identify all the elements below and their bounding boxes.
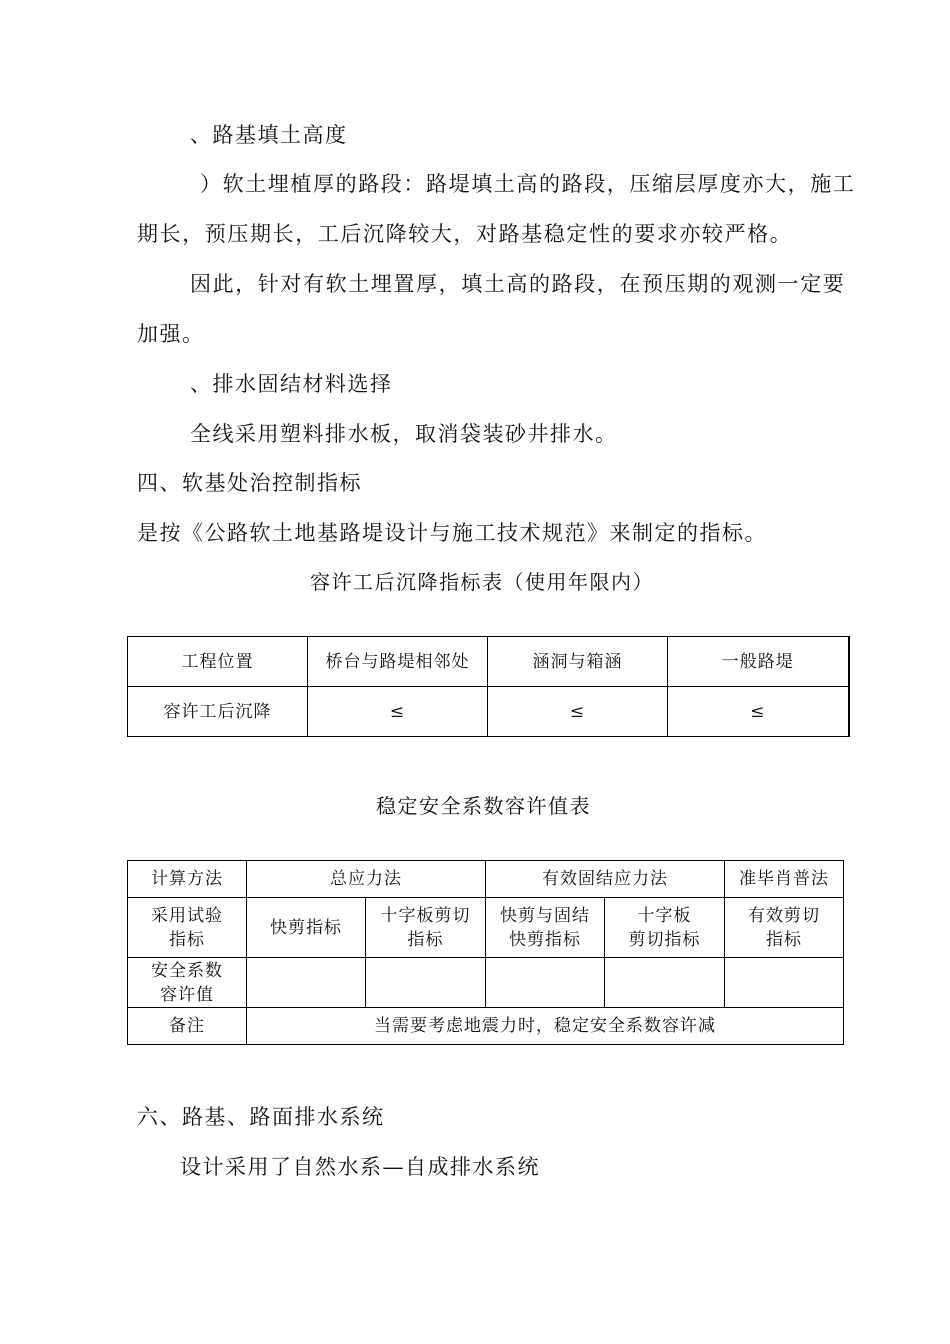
table1-caption: 容许工后沉降指标表（使用年限内） — [310, 570, 654, 594]
cell-line: 容许值 — [160, 984, 214, 1005]
cell-line: 十字板剪切 — [380, 905, 471, 926]
table1-cell: ≤ — [668, 687, 849, 737]
cell-line: 剪切指标 — [628, 929, 701, 950]
table2-cell-remark: 当需要考虑地震力时，稳定安全系数容许减 — [247, 1008, 844, 1045]
cell-line: 安全系数 — [151, 960, 223, 981]
paragraph-therefore: 因此，针对有软土埋置厚，填土高的路段，在预压期的观测一定要 — [190, 272, 846, 296]
table1-header-cell: 工程位置 — [128, 637, 308, 687]
table-row — [128, 898, 844, 958]
table2-cell-total-stress: 总应力法 — [247, 861, 486, 898]
paragraph-drainage-system: 设计采用了自然水系—自成排水系统 — [180, 1155, 540, 1179]
paragraph-soft-soil-thick: ）软土埋植厚的路段：路堤填土高的路段，压缩层厚度亦大，施工 — [200, 172, 856, 196]
table2-cell-remark-label: 备注 — [128, 1008, 247, 1045]
paragraph-drainage-board: 全线采用塑料排水板，取消袋装砂井排水。 — [190, 422, 618, 446]
cell-line: 快剪与固结 — [500, 905, 590, 926]
table2-cell — [605, 898, 725, 958]
cell-line: 快剪指标 — [509, 929, 581, 950]
table2-cell-test-index-label — [128, 898, 247, 958]
table2-cell: 快剪指标 — [247, 898, 366, 958]
table2-cell-safety-factor-label — [128, 958, 247, 1008]
cell-line: 十字板 — [637, 905, 692, 926]
table2-cell-empty — [366, 958, 486, 1008]
cell-line: 采用试验 — [151, 905, 223, 926]
paragraph-soft-soil-thick-cont: 期长，预压期长，工后沉降较大，对路基稳定性的要求亦较严格。 — [137, 222, 793, 246]
table1-header-cell: 桥台与路堤相邻处 — [308, 637, 488, 687]
table2-cell — [486, 898, 605, 958]
table2-cell-bishop: 准毕肖普法 — [725, 861, 844, 898]
table-row — [128, 958, 844, 1008]
table2-cell-empty — [605, 958, 725, 1008]
table2-cell-effective-stress: 有效固结应力法 — [486, 861, 725, 898]
settlement-table — [127, 636, 850, 737]
table2-caption: 稳定安全系数容许值表 — [376, 794, 591, 818]
cell-line: 指标 — [169, 929, 205, 950]
paragraph-spec-basis: 是按《公路软土地基路堤设计与施工技术规范》来制定的指标。 — [137, 521, 767, 545]
safety-factor-table — [127, 860, 844, 1045]
paragraph-subsection-drainage-material: 、排水固结材料选择 — [190, 372, 393, 396]
cell-line: 指标 — [766, 929, 802, 950]
table1-header-cell: 一般路堤 — [668, 637, 849, 687]
table-row — [128, 1008, 844, 1045]
table-row — [128, 637, 849, 687]
table1-cell: ≤ — [308, 687, 488, 737]
table2-cell-method: 计算方法 — [128, 861, 247, 898]
table2-cell-empty — [247, 958, 366, 1008]
paragraph-subsection-fill-height: 、路基填土高度 — [190, 123, 348, 147]
table2-cell — [366, 898, 486, 958]
section-heading-6: 六、路基、路面排水系统 — [137, 1105, 385, 1129]
table-row — [128, 687, 849, 737]
cell-line: 指标 — [407, 929, 444, 950]
section-heading-4: 四、软基处治控制指标 — [137, 471, 362, 495]
table1-header-cell: 涵洞与箱涵 — [488, 637, 668, 687]
table-row — [128, 861, 844, 898]
cell-line: 有效剪切 — [748, 905, 820, 926]
paragraph-therefore-cont: 加强。 — [137, 322, 205, 346]
table2-cell — [725, 898, 844, 958]
table1-cell: ≤ — [488, 687, 668, 737]
table2-cell-empty — [725, 958, 844, 1008]
table1-row-label: 容许工后沉降 — [128, 687, 308, 737]
table2-cell-empty — [486, 958, 605, 1008]
